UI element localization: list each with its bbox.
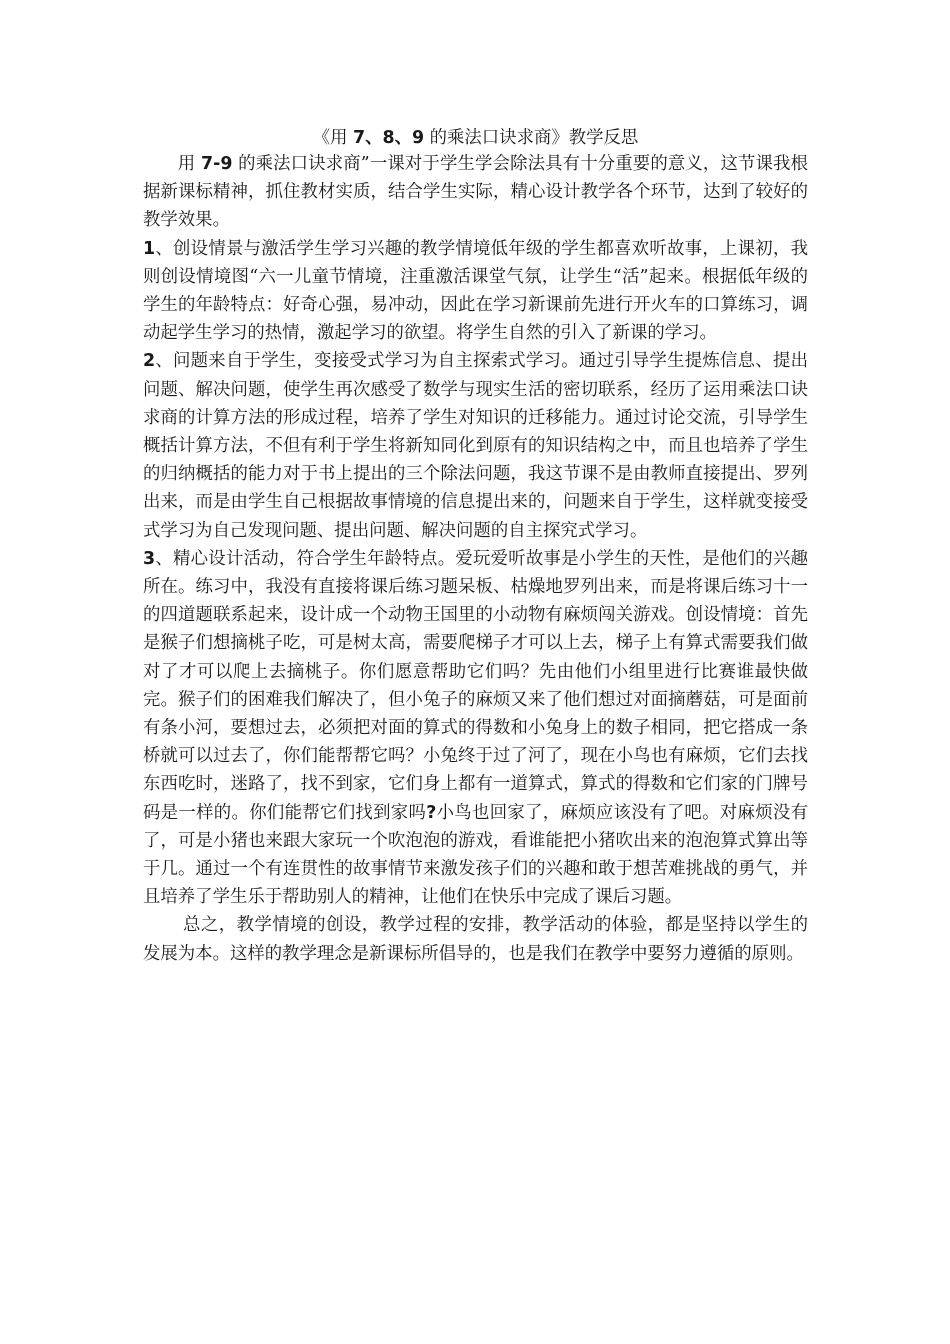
- section-2: [143, 347, 808, 544]
- document-page: [143, 126, 808, 968]
- title-suffix: 的乘法口诀求商》教学反思: [424, 128, 639, 148]
- section-3: [143, 545, 808, 912]
- bold-question-mark: ?: [426, 802, 437, 823]
- conclusion-paragraph: 总之，教学情境的创设，教学过程的安排，教学活动的体验，都是坚持以学生的发展为本。这样的教学理念是新课标所倡导的，也是我们在教学中要努力遵循的原则。: [143, 915, 808, 964]
- section-text: 、问题来自于学生，变接受式学习为自主探索式学习。通过引导学生提炼信息、提出问题、解决问题，使学生再次感受了数学与现实生活的密切联系，经历了运用乘法口诀求商的计算方法的形成过程，培养了学生对知识的迁移能力。通过讨论交流，引导学生概括计算方法，不但有利于学生将新知同化到原有的知识结构之中，而且也培养了学生的归纳概括的能力对于书上提出的三个除法问题，我这节课不是由教师直接提出、罗列出来，而是由学生自己根据故事情境的信息提出来的，问题来自于学生，这样就变接受式学习为自己发现问题、提出问题、解决问题的自主探究式学习。: [143, 351, 808, 541]
- section-number: 2: [143, 351, 156, 372]
- intro-lead: 用: [177, 154, 201, 174]
- intro-text: 的乘法口诀求商”一课对于学生学会除法具有十分重要的意义，这节课我根据新课标精神，抓住教材实质，结合学生实际，精心设计教学各个环节，达到了较好的教学效果。: [143, 154, 808, 231]
- title-prefix: 《用: [312, 128, 353, 148]
- title-numbers: 7、8、9: [353, 128, 425, 148]
- intro-bold-number: 7-9: [201, 154, 233, 174]
- section-number: 1: [143, 238, 156, 259]
- section-1: [143, 235, 808, 348]
- intro-paragraph: [143, 150, 808, 235]
- section-number: 3: [143, 548, 156, 569]
- section-text: 、创设情景与激活学生学习兴趣的教学情境低年级的学生都喜欢听故事，上课初，我则创设情境图“六一儿童节情境，注重激活课堂气氛，让学生“活”起来。根据低年级的学生的年龄特点：好奇心强，易冲动，因此在学习新课前先进行开火车的口算练习，调动起学生学习的热情，激起学习的欲望。将学生自然的引入了新课的学习。: [143, 238, 808, 344]
- document-title: [143, 126, 808, 150]
- section-text-continued: 小鸟也回家了，麻烦应该没有了吧。对麻烦没有了，可是小猪也来跟大家玩一个吹泡泡的游戏，看谁能把小猪吹出来的泡泡算式算出等于几。通过一个有连贯性的故事情节来激发孩子们的兴趣和敢于想苦难挑战的勇气，并且培养了学生乐于帮助别人的精神，让他们在快乐中完成了课后习题。: [143, 802, 808, 908]
- section-text: 、精心设计活动，符合学生年龄特点。爱玩爱听故事是小学生的天性，是他们的兴趣所在。练习中，我没有直接将课后练习题呆板、枯燥地罗列出来，而是将课后练习十一的四道题联系起来，设计成一个动物王国里的小动物有麻烦闯关游戏。创设情境：首先是猴子们想摘桃子吃，可是树太高，需要爬梯子才可以上去，梯子上有算式需要我们做对了才可以爬上去摘桃子。你们愿意帮助它们吗？先由他们小组里进行比赛谁最快做完。猴子们的困难我们解决了，但小兔子的麻烦又来了他们想过对面摘蘑菇，可是面前有条小河，要想过去，必须把对面的算式的得数和小兔身上的数子相同，把它搭成一条桥就可以过去了，你们能帮帮它吗？小兔终于过了河了，现在小鸟也有麻烦，它们去找东西吃时，迷路了，找不到家，它们身上都有一道算式，算式的得数和它们家的门牌号码是一样的。你们能帮它们找到家吗: [143, 548, 808, 823]
